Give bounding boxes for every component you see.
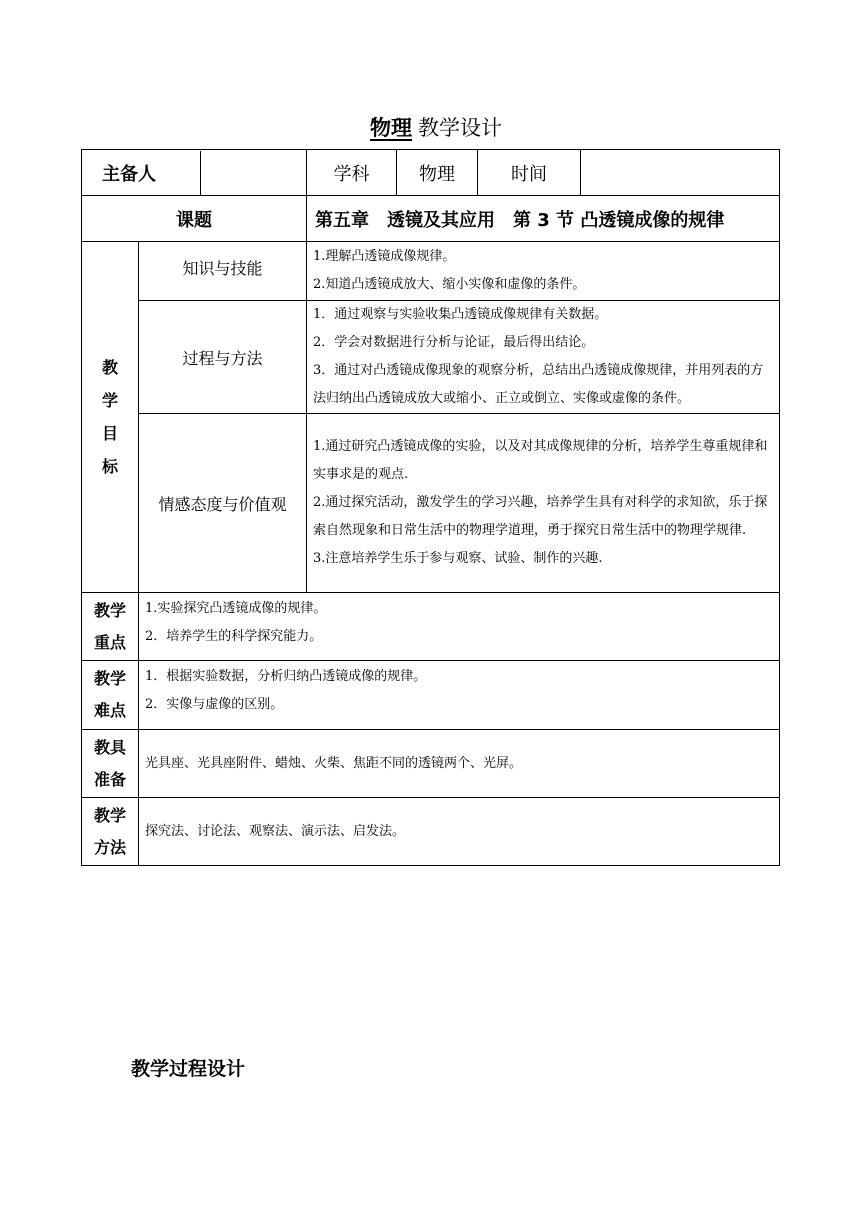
header-row: [82, 150, 780, 196]
title-subject: 物理: [370, 116, 412, 140]
equipment-label: 教具 准备: [82, 730, 139, 798]
title-suffix: 教学设计: [418, 116, 502, 140]
key-points-content: 1.实验探究凸透镜成像的规律。 2．培养学生的科学探究能力。: [139, 593, 780, 661]
topic-value: 第五章 透镜及其应用 第 3 节 凸透镜成像的规律: [307, 196, 780, 242]
equipment-content: 光具座、光具座附件、蜡烛、火柴、焦距不同的透镜两个、光屏。: [139, 730, 780, 798]
topic-label: 课题: [82, 196, 307, 242]
preparer-cell: [82, 150, 307, 196]
preparer-label: 主备人: [82, 151, 201, 195]
emotion-content: 1.通过研究凸透镜成像的实验，以及对其成像规律的分析，培养学生尊重规律和实事求是的观点. 2.通过探究活动，激发学生的学习兴趣，培养学生具有对科学的求知欲，乐于探索自然现象和日常生活中的物理学道理，勇于探究日常生活中的物理学规律. 3.注意培养学生乐于参与观察、试验、制作的兴趣.: [307, 414, 780, 593]
process-label: 过程与方法: [139, 301, 307, 414]
preparer-value: [201, 151, 307, 195]
time-label: 时间: [478, 150, 581, 196]
methods-content: 探究法、讨论法、观察法、演示法、启发法。: [139, 798, 780, 866]
objective-process-row: [82, 301, 780, 414]
section-title: 教学过程设计: [131, 1058, 246, 1080]
document-title: [0, 112, 860, 144]
methods-label: 教学 方法: [82, 798, 139, 866]
process-content: 1．通过观察与实验收集凸透镜成像规律有关数据。 2．学会对数据进行分析与论证，最后得出结论。 3．通过对凸透镜成像现象的观察分析，总结出凸透镜成像规律，并用列表的方法归纳出凸透镜成放大或缩小、正立或倒立、实像或虚像的条件。: [307, 301, 780, 414]
difficulties-content: 1．根据实验数据，分析归纳凸透镜成像的规律。 2．实像与虚像的区别。: [139, 661, 780, 730]
emotion-label: 情感态度与价值观: [139, 414, 307, 593]
objective-emotion-row: [82, 414, 780, 593]
difficulties-row: [82, 661, 780, 730]
key-points-label: 教学 重点: [82, 593, 139, 661]
subject-label: 学科: [307, 150, 397, 196]
key-points-row: [82, 593, 780, 661]
time-value: [581, 150, 780, 196]
knowledge-content: 1.理解凸透镜成像规律。 2.知道凸透镜成放大、缩小实像和虚像的条件。: [307, 242, 780, 301]
methods-row: [82, 798, 780, 866]
equipment-row: [82, 730, 780, 798]
objectives-label: 教 学 目 标: [82, 242, 139, 593]
difficulties-label: 教学 难点: [82, 661, 139, 730]
subject-value: 物理: [397, 150, 478, 196]
objective-knowledge-row: [82, 242, 780, 301]
topic-row: [82, 196, 780, 242]
lesson-plan-table: [81, 149, 780, 866]
knowledge-label: 知识与技能: [139, 242, 307, 301]
